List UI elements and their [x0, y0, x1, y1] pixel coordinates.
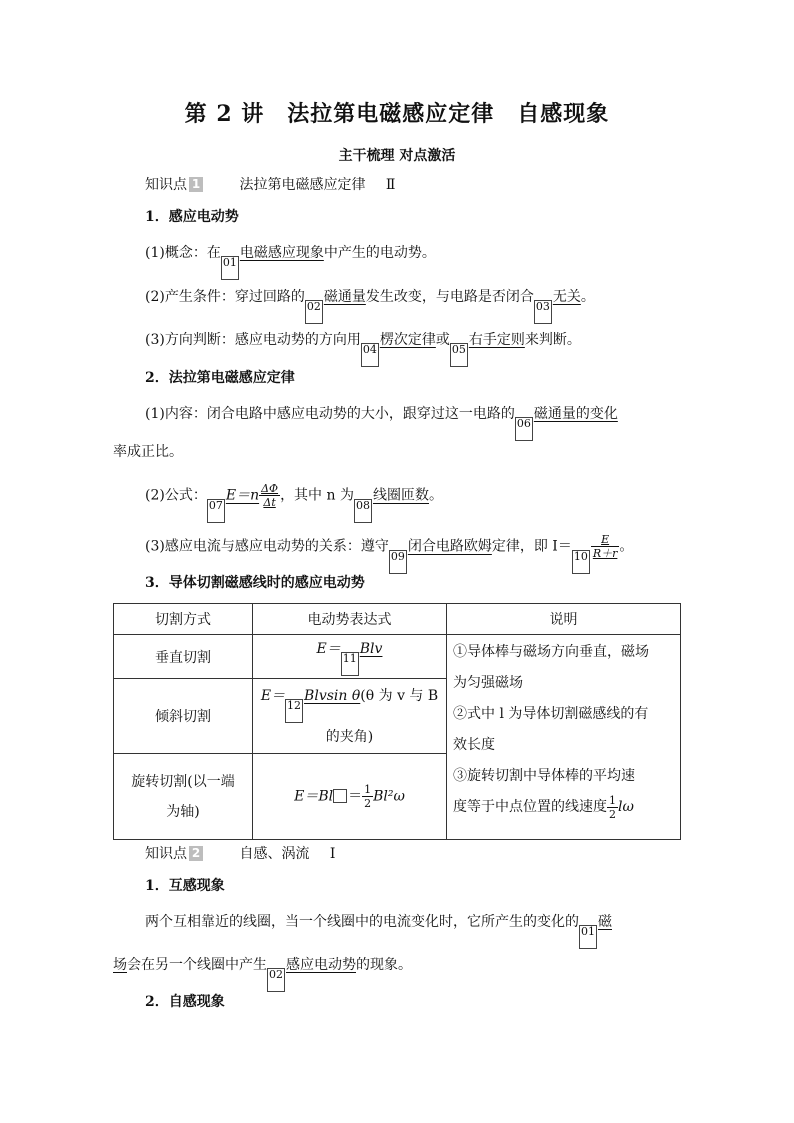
blank-box[interactable]: 01	[579, 925, 597, 949]
cutting-emf-table	[113, 603, 681, 840]
answer-text: 电磁感应现象	[239, 245, 324, 261]
kp-name: 自感、涡流	[239, 846, 310, 862]
answer-text: 闭合电路欧姆	[407, 538, 492, 555]
blank-box[interactable]	[333, 789, 347, 803]
fraction	[259, 482, 280, 509]
blank-box[interactable]: 11	[341, 652, 359, 676]
fraction-numerator: 1	[364, 783, 372, 796]
fraction	[607, 794, 618, 821]
kp-name: 法拉第电磁感应定律	[239, 177, 366, 193]
kp-number-badge: 2	[189, 846, 203, 861]
text: (2)产生条件：穿过回路的	[145, 289, 305, 305]
answer-text: 无关	[552, 289, 581, 305]
text: 度等于中点位置的线速度	[453, 799, 607, 815]
kp-level: Ⅰ	[329, 846, 336, 862]
text: 。	[619, 538, 634, 555]
note-line: ①导体棒与磁场方向垂直，磁场	[453, 644, 649, 660]
note-line: 为匀强磁场	[453, 675, 523, 691]
table-header-cell: 电动势表达式	[253, 604, 447, 635]
kp-label: 知识点	[145, 846, 187, 862]
expr-line: 的夹角)	[325, 728, 374, 745]
fraction-numerator: 1	[609, 793, 616, 807]
note-line: ②式中 l 为导体切割磁感线的有	[453, 706, 649, 722]
table-cell	[114, 754, 253, 840]
text: lω	[618, 799, 634, 815]
heading-mutual-induction: 1．互感现象	[145, 878, 225, 894]
answer-text: 线圈匝数	[372, 487, 429, 504]
text: (2)公式：	[145, 487, 207, 504]
text: E＝	[316, 640, 341, 657]
mutual-induction-line2	[113, 956, 412, 992]
blank-box[interactable]: 02	[267, 968, 285, 992]
text: 。	[428, 487, 443, 504]
text: (3)感应电流与感应电动势的关系：遵守	[145, 538, 389, 555]
page-title: 第 2 讲 法拉第电磁感应定律 自感现象	[184, 101, 610, 127]
fraction-numerator: E	[591, 533, 620, 547]
faraday-content	[145, 405, 618, 441]
table-cell	[253, 635, 447, 679]
heading-cutting-emf: 3．导体切割磁感线时的感应电动势	[145, 575, 365, 591]
blank-box[interactable]: 04	[361, 343, 379, 367]
faraday-formula	[145, 482, 443, 523]
fraction-denominator: 2	[364, 797, 372, 810]
blank-box[interactable]: 05	[450, 343, 468, 367]
table-notes-cell	[447, 635, 681, 840]
answer-text: 场	[113, 957, 127, 973]
note-line: ③旋转切割中导体棒的平均速	[453, 768, 635, 784]
emf-concept	[145, 244, 436, 280]
table-header-cell: 说明	[447, 604, 681, 635]
text: Bl²ω	[373, 788, 405, 805]
answer-text: Blv	[359, 640, 383, 657]
text: 旋转切割(以一端	[131, 773, 235, 790]
table-row	[114, 635, 681, 679]
note-line: 效长度	[453, 737, 495, 753]
answer-text: 磁通量的变化	[533, 406, 618, 422]
answer-text: 磁通量	[323, 289, 366, 305]
blank-box[interactable]: 09	[389, 550, 407, 574]
kp-number-badge: 1	[189, 177, 203, 192]
text: (3)方向判断：感应电动势的方向用	[145, 332, 361, 348]
text: 两个互相靠近的线圈，当一个线圈中的电流变化时，它所产生的变化的	[145, 914, 579, 930]
text: E＝	[260, 687, 286, 704]
answer-text: 右手定则	[468, 332, 525, 348]
emf-condition	[145, 288, 595, 324]
text: 来判断。	[524, 332, 581, 348]
text: 的现象。	[356, 957, 412, 973]
blank-box[interactable]: 07	[207, 499, 225, 523]
kp-level: Ⅱ	[385, 177, 396, 193]
blank-box[interactable]: 03	[534, 300, 552, 324]
answer-text: 磁	[598, 914, 612, 930]
text: 会在另一个线圈中产生	[127, 957, 267, 973]
table-header-cell: 切割方式	[114, 604, 253, 635]
answer-text: 楞次定律	[379, 332, 436, 348]
blank-box[interactable]: 08	[354, 499, 372, 523]
formula-text: E＝n	[225, 487, 260, 504]
fraction	[591, 533, 620, 560]
emf-direction	[145, 331, 581, 367]
mutual-induction-line1	[145, 913, 612, 949]
text: 。	[580, 289, 595, 305]
blank-box[interactable]: 01	[221, 256, 239, 280]
text: ，其中 n 为	[280, 487, 354, 504]
text: (1)内容：闭合电路中感应电动势的大小，跟穿过这一电路的	[145, 406, 515, 422]
table-cell: 倾斜切割	[114, 679, 253, 754]
text: 为轴)	[166, 803, 200, 820]
blank-box[interactable]: 10	[572, 550, 590, 574]
blank-box[interactable]: 12	[285, 699, 303, 723]
text: 定律，即 I＝	[491, 538, 572, 555]
text: E＝Bl	[294, 788, 334, 805]
blank-box[interactable]: 06	[515, 417, 533, 441]
kp-label: 知识点	[145, 177, 187, 193]
fraction-denominator: R＋r	[592, 547, 618, 560]
heading-emf: 1．感应电动势	[145, 209, 239, 225]
table-cell	[253, 754, 447, 840]
text: ＝	[348, 788, 363, 805]
heading-self-induction: 2．自感现象	[145, 994, 225, 1010]
knowledge-point-1	[145, 176, 395, 194]
expr-line	[253, 682, 446, 723]
table-cell: 垂直切割	[114, 635, 253, 679]
text: (θ 为 v 与 B	[360, 687, 439, 704]
answer-text: Blvsin θ	[304, 687, 361, 704]
text: (1)概念：在	[145, 245, 221, 261]
current-emf-relation	[145, 533, 633, 574]
knowledge-point-2	[145, 845, 335, 863]
fraction	[362, 783, 373, 810]
table-cell	[253, 679, 447, 754]
section-subtitle: 主干梳理 对点激活	[338, 148, 456, 164]
text: 中产生的电动势。	[323, 245, 436, 261]
fraction-denominator: 2	[609, 807, 616, 821]
note-line	[453, 792, 680, 823]
heading-faraday-law: 2．法拉第电磁感应定律	[145, 370, 295, 386]
text: 发生改变，与电路是否闭合	[365, 289, 534, 305]
faraday-content-cont: 率成正比。	[113, 444, 183, 460]
blank-box[interactable]: 02	[305, 300, 323, 324]
table-header-row	[114, 604, 681, 635]
text: 或	[435, 332, 450, 348]
fraction-denominator: Δt	[263, 496, 276, 509]
answer-text: 感应电动势	[286, 957, 356, 973]
fraction-numerator: ΔΦ	[261, 482, 279, 495]
